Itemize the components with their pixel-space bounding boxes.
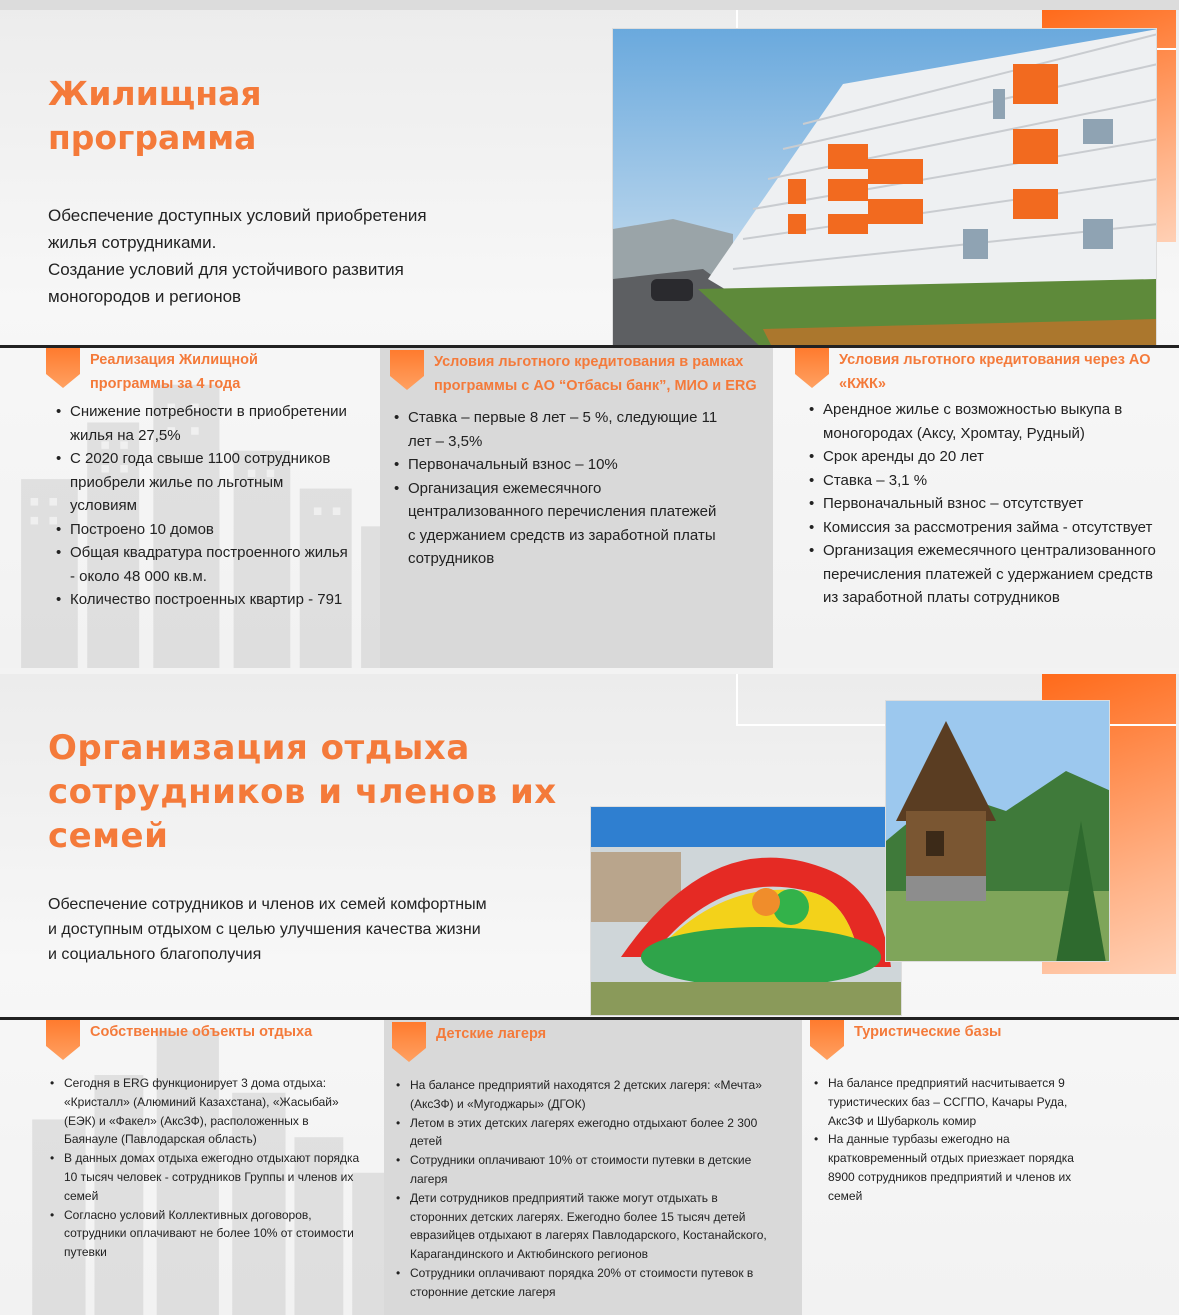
title-line: семей <box>48 816 169 856</box>
housing-column-otbasy <box>380 348 773 668</box>
lead-line: и социального благополучия <box>48 946 262 963</box>
leisure-column-children-camps <box>384 1020 802 1315</box>
list-item: • Организация ежемесячного централизованного перечисления платежей с удержанием средств из заработной платы сотрудников <box>390 477 720 571</box>
bullet-list <box>810 1074 1100 1206</box>
list-item: • Согласно условий Коллективных договоров, сотрудники оплачивают не более 10% от стоимости путевки <box>46 1206 362 1262</box>
bullet-list <box>46 1074 362 1262</box>
list-item: • Общая квадратура построенного жилья - около 48 000 кв.м. <box>52 541 352 588</box>
orange-badge-icon <box>46 1020 80 1060</box>
housing-column-kzhk <box>795 348 1175 610</box>
list-item: • На балансе предприятий находятся 2 детских лагеря: «Мечта» (АксЗФ) и «Мугоджары» (ДГОК) <box>392 1076 777 1114</box>
apartment-building-photo <box>612 28 1157 348</box>
list-item: • Ставка – 3,1 % <box>805 469 1165 493</box>
list-item: • Сегодня в ERG функционирует 3 дома отдыха: «Кристалл» (Алюминий Казахстана), «Жасыбай» (ЕЭК) и «Факел» (АксЗФ), расположенных в Баянауле (Павлодарская область) <box>46 1074 362 1149</box>
list-item: • На данные турбазы ежегодно на кратковременный отдых приезжает порядка 8900 сотрудников предприятий и членов их семей <box>810 1130 1100 1205</box>
inflatable-playground-photo <box>590 806 902 1016</box>
title-line: программа <box>48 118 257 157</box>
list-item: • Количество построенных квартир - 791 <box>52 588 352 612</box>
bullet-list <box>390 406 720 571</box>
column-title: Условия льготного кредитования в рамках программы с АО “Отбасы банк”, МИО и ERG <box>434 354 757 394</box>
list-item: • Организация ежемесячного централизованного перечисления платежей с удержанием средств из заработной платы сотрудников <box>805 539 1165 610</box>
lead-line: моногородов и регионов <box>48 287 242 306</box>
list-item: • Снижение потребности в приобретении жилья на 27,5% <box>52 400 352 447</box>
wooden-cabin-photo <box>885 700 1110 962</box>
leisure-slide <box>0 674 1179 1315</box>
list-item: • Летом в этих детских лагерях ежегодно отдыхают более 2 300 детей <box>392 1114 777 1152</box>
inflatable-illustration <box>591 807 902 1016</box>
building-illustration <box>613 29 1157 348</box>
orange-badge-icon <box>810 1020 844 1060</box>
column-title: Детские лагеря <box>436 1026 547 1042</box>
list-item: • Построено 10 домов <box>52 518 352 542</box>
top-strip <box>0 0 1179 10</box>
list-item: • Сотрудники оплачивают порядка 20% от стоимости путевок в сторонние детские лагеря <box>392 1264 777 1302</box>
list-item: • Первоначальный взнос – отсутствует <box>805 492 1165 516</box>
column-title: Реализация Жилищной программы за 4 года <box>90 352 258 392</box>
lead-line: Обеспечение доступных условий приобретения <box>48 206 427 225</box>
leisure-column-tourist-bases <box>810 1020 1170 1206</box>
orange-badge-icon <box>795 348 829 388</box>
lead-line: Создание условий для устойчивого развития <box>48 260 404 279</box>
housing-column-results <box>46 348 376 612</box>
column-title: Условия льготного кредитования через АО «КЖК» <box>839 352 1151 392</box>
orange-badge-icon <box>46 348 80 388</box>
title-line: Жилищная <box>48 74 262 113</box>
title-line: сотрудников и членов их <box>48 772 557 812</box>
title-line: Организация отдыха <box>48 728 470 768</box>
list-item: • В данных домах отдыха ежегодно отдыхают порядка 10 тысяч человек - сотрудников Группы и членов их семей <box>46 1149 362 1205</box>
list-item: • Комиссия за рассмотрения займа - отсутствует <box>805 516 1165 540</box>
lead-line: и доступным отдыхом с целью улучшения качества жизни <box>48 921 481 938</box>
lead-line: жилья сотрудниками. <box>48 233 217 252</box>
cabin-illustration <box>886 701 1110 962</box>
orange-badge-icon <box>392 1022 426 1062</box>
page-title <box>48 72 262 160</box>
list-item: • Сотрудники оплачивают 10% от стоимости путевки в детские лагеря <box>392 1151 777 1189</box>
list-item: • Ставка – первые 8 лет – 5 %, следующие 11 лет – 3,5% <box>390 406 720 453</box>
bullet-list <box>392 1076 777 1302</box>
column-title: Собственные объекты отдыха <box>90 1024 313 1040</box>
leisure-column-own-facilities <box>46 1020 376 1262</box>
bullet-list <box>52 400 352 612</box>
list-item: • Первоначальный взнос – 10% <box>390 453 720 477</box>
list-item: • На балансе предприятий насчитывается 9 туристических баз – ССГПО, Качары Руда, АксЗФ и Шубарколь комир <box>810 1074 1100 1130</box>
list-item: • Арендное жилье с возможностью выкупа в моногородах (Аксу, Хромтау, Рудный) <box>805 398 1165 445</box>
frame-line <box>736 674 738 726</box>
bullet-list <box>805 398 1165 610</box>
lead-line: Обеспечение сотрудников и членов их семей комфортным <box>48 896 487 913</box>
lead-text <box>48 202 568 310</box>
column-title: Туристические базы <box>854 1024 1002 1040</box>
list-item: • Дети сотрудников предприятий также могут отдыхать в сторонних детских лагерях. Ежегодно более 15 тысяч детей евразийцев отдыхают в лагерях Павлодарского, Костанайского, Карагандинского и Актюбинского регионов <box>392 1189 777 1264</box>
list-item: • Срок аренды до 20 лет <box>805 445 1165 469</box>
page-title <box>48 726 557 858</box>
lead-text <box>48 892 578 967</box>
orange-badge-icon <box>390 350 424 390</box>
list-item: • С 2020 года свыше 1100 сотрудников приобрели жилье по льготным условиям <box>52 447 352 518</box>
